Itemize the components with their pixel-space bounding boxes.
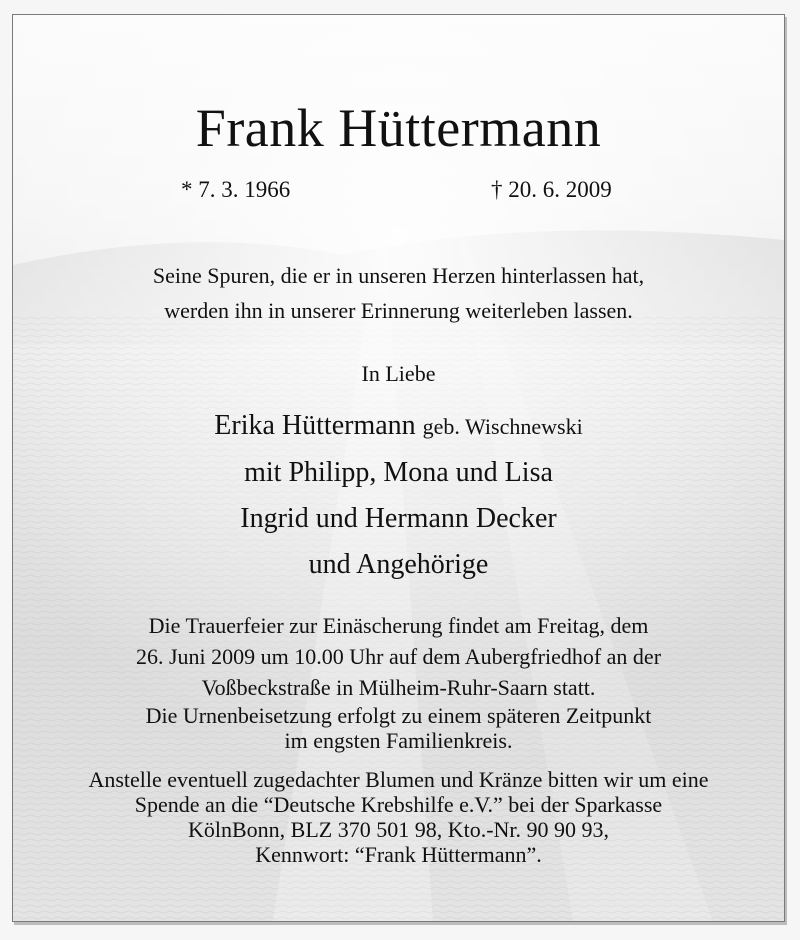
deceased-name: Frank Hüttermann (195, 98, 602, 158)
donation-line: Anstelle eventuell zugedachter Blumen und Kränze bitten wir um eine (88, 767, 709, 792)
urn-line: Die Urnenbeisetzung erfolgt zu einem späteren Zeitpunkt (145, 703, 652, 728)
quote-line: Seine Spuren, die er in unseren Herzen hinterlassen hat, (152, 263, 645, 288)
service-line: Voßbeckstraße in Mülheim-Ruhr-Saarn statt. (201, 675, 596, 700)
donation-line: Spende an die “Deutsche Krebshilfe e.V.” bei der Sparkasse (134, 792, 663, 817)
mourner-line: Ingrid und Hermann Decker (240, 503, 557, 534)
in-liebe-label: In Liebe (361, 361, 436, 386)
service-line: Die Trauerfeier zur Einäscherung findet am Freitag, dem (148, 613, 649, 638)
urn-line: im engsten Familienkreis. (284, 728, 513, 753)
maiden-name: geb. Wischnewski (422, 414, 583, 439)
urn-burial-info (13, 703, 784, 753)
mourners-list (13, 403, 784, 588)
mourner-line: mit Philipp, Mona und Lisa (244, 457, 553, 488)
quote-line: werden ihn in unserer Erinnerung weiterleben lassen. (164, 298, 633, 323)
mourner-name: Erika Hüttermann (214, 410, 416, 441)
service-line: 26. Juni 2009 um 10.00 Uhr auf dem Aubergfriedhof an der (135, 644, 662, 669)
donation-line: Kennwort: “Frank Hüttermann”. (255, 842, 542, 867)
mourner-line: und Angehörige (308, 549, 489, 580)
donation-line: KölnBonn, BLZ 370 501 98, Kto.-Nr. 90 90 93, (187, 817, 610, 842)
notice-content (13, 15, 784, 921)
memorial-quote (13, 258, 784, 328)
mourner-line (13, 403, 784, 450)
death-date: † 20. 6. 2009 (491, 177, 612, 202)
birth-date: * 7. 3. 1966 (181, 177, 291, 202)
donation-request (13, 767, 784, 867)
funeral-service-info (13, 610, 784, 703)
